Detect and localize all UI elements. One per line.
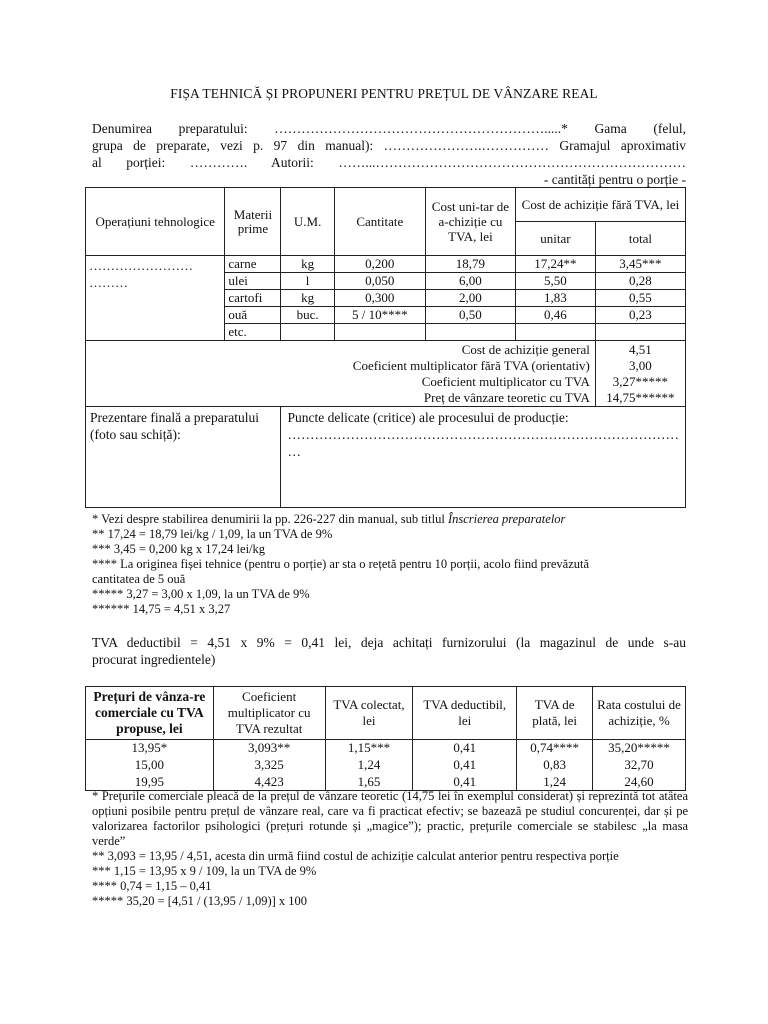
italic-title: Înscrierea preparatelor: [447, 512, 566, 526]
material: cartofi: [225, 290, 281, 307]
summary-label: Coeficient multiplicator fără TVA (orientativ): [352, 357, 590, 373]
header-unitar: unitar: [515, 222, 595, 256]
header-cost-rate: Rata costului de achiziție, %: [593, 687, 686, 740]
header-tva-deductible: TVA deductibil, lei: [413, 687, 517, 740]
critical-dots: …: [287, 444, 301, 459]
quantity: 0,200: [334, 256, 425, 273]
footnote: *** 1,15 = 13,95 x 9 / 109, la un TVA de 9%: [92, 864, 317, 878]
header-unit-cost: Cost uni-tar de a-chiziție cu TVA, lei: [425, 188, 515, 256]
header-prices: Prețuri de vânza-re comerciale cu TVA propuse, lei: [86, 687, 214, 740]
footnote: ** 3,093 = 13,95 / 4,51, acesta din urmă fiind costul de achiziție calculat anterior pentru respectiva porție: [92, 849, 619, 863]
cost-total: 3,45***: [595, 256, 685, 273]
coef: 3,325: [213, 757, 325, 774]
presentation-cell: Prezentare finală a preparatului (foto sau schiță):: [86, 407, 281, 508]
footnote: *** 3,45 = 0,200 kg x 17,24 lei/kg: [92, 542, 266, 556]
footnotes-1: * Vezi despre stabilirea denumirii la pp. 226-227 din manual, sub titlul Înscrierea preparatelor ** 17,24 = 18,79 lei/kg / 1,09, la un TVA de 9% *** 3,45 = 0,200 kg x 17,24 lei/kg **** La originea fișei tehnice (pentru o porție) ar sta o rețetă pentru 10 porții, acolo fiind prevăzută cantitatea de 5 ouă ***** 3,27 = 3,00 x 1,09, la un TVA de 9% ****** 14,75 = 4,51 x 3,27: [92, 512, 688, 617]
um: l: [281, 273, 334, 290]
footnote: **** 0,74 = 1,15 – 0,41: [92, 879, 212, 893]
footnote: * Prețurile comerciale pleacă de la prețul de vânzare teoretic (14,75 lei în exemplul considerat) și reprezintă tot atâtea opțiuni posibile pentru prețul de vânzare real, care va fi practicat efectiv; se bazează pe studiul concurenței, dar și pe valorizarea factorilor psihologici (prețuri rotunde și „magice”); practic, prețurile comerciale se stabilesc „la masa verde”: [92, 789, 688, 848]
cost-total: 0,23: [595, 307, 685, 324]
cost-unitar: 1,83: [515, 290, 595, 307]
cost-unitar: 17,24**: [515, 256, 595, 273]
summary-label: Coeficient multiplicator cu TVA: [421, 373, 590, 389]
intro-line-3: al porției: …………. Autorii: ……...……………………………………………………………: [92, 155, 686, 170]
quantity: 5 / 10****: [334, 307, 425, 324]
header-materials: Materii prime: [225, 188, 281, 256]
tva-deductible: 0,41: [413, 757, 517, 774]
cost-rate: 35,20*****: [593, 740, 686, 757]
tva-payable: 1,24: [517, 774, 593, 791]
operations-cell: …………………… ………: [86, 256, 225, 341]
um: buc.: [281, 307, 334, 324]
technical-sheet-table: [85, 187, 686, 508]
unit-cost: [425, 324, 515, 341]
um: kg: [281, 290, 334, 307]
footnotes-2: [92, 789, 688, 909]
critical-points-cell: [281, 407, 686, 508]
um: [281, 324, 334, 341]
cost-unitar: [515, 324, 595, 341]
footnote: ****** 14,75 = 4,51 x 3,27: [92, 602, 231, 616]
material: ouă: [225, 307, 281, 324]
price: 15,00: [86, 757, 214, 774]
footnote: ** 17,24 = 18,79 lei/kg / 1,09, la un TVA de 9%: [92, 527, 333, 541]
tva-deductible-text: TVA deductibil = 4,51 x 9% = 0,41 lei, deja achitați furnizorului (la magazinul de unde s-au procurat ingredientele): [92, 635, 686, 667]
cost-rate: 32,70: [593, 757, 686, 774]
cost-total: [595, 324, 685, 341]
intro-line-1: Denumirea preparatului: …………………………………………………….....* Gama (felul,: [92, 121, 686, 136]
price: 19,95: [86, 774, 214, 791]
header-operations: Operațiuni tehnologice: [86, 188, 225, 256]
material: carne: [225, 256, 281, 273]
coef: 3,093**: [213, 740, 325, 757]
summary-value: 3,00: [629, 357, 652, 373]
summary-label: Cost de achiziție general: [461, 341, 590, 357]
header-total: total: [595, 222, 685, 256]
summary-labels: [86, 341, 596, 407]
portion-note: - cantități pentru o porție -: [543, 172, 686, 187]
footnote: ***** 35,20 = [4,51 / (13,95 / 1,09)] x 100: [92, 894, 308, 908]
intro-line-2: grupa de preparate, vezi p. 97 din manual): ………………….…………… Gramajul aproximativ: [92, 138, 686, 153]
tva-deductible: 0,41: [413, 774, 517, 791]
summary-values: [595, 341, 685, 407]
unit-cost: 6,00: [425, 273, 515, 290]
unit-cost: 2,00: [425, 290, 515, 307]
cost-rate: 24,60: [593, 774, 686, 791]
unit-cost: 0,50: [425, 307, 515, 324]
cost-unitar: 5,50: [515, 273, 595, 290]
header-coef: Coeficient multiplicator cu TVA rezultat: [213, 687, 325, 740]
tva-collected: 1,15***: [325, 740, 413, 757]
critical-dots: ……………………………………………………………………………: [287, 427, 679, 442]
quantity: [334, 324, 425, 341]
price: 13,95*: [86, 740, 214, 757]
cost-unitar: 0,46: [515, 307, 595, 324]
header-quantity: Cantitate: [334, 188, 425, 256]
summary-value: 14,75******: [606, 389, 675, 405]
summary-label: Preț de vânzare teoretic cu TVA: [423, 389, 590, 405]
quantity: 0,050: [334, 273, 425, 290]
intro-text: [92, 120, 686, 188]
quantity: 0,300: [334, 290, 425, 307]
tva-deductible: 0,41: [413, 740, 517, 757]
header-um: U.M.: [281, 188, 334, 256]
header-tva-collected: TVA colectat, lei: [325, 687, 413, 740]
summary-value: 3,27*****: [612, 373, 669, 389]
prices-table: [85, 686, 686, 791]
coef: 4,423: [213, 774, 325, 791]
cost-total: 0,55: [595, 290, 685, 307]
header-acq-cost: Cost de achiziție fără TVA, lei: [515, 188, 685, 222]
summary-value: 4,51: [629, 341, 652, 357]
cost-total: 0,28: [595, 273, 685, 290]
critical-label: Puncte delicate (critice) ale procesului de producție:: [287, 410, 569, 425]
header-tva-payable: TVA de plată, lei: [517, 687, 593, 740]
um: kg: [281, 256, 334, 273]
unit-cost: 18,79: [425, 256, 515, 273]
footnote: **** La originea fișei tehnice (pentru o porție) ar sta o rețetă pentru 10 porții, acolo fiind prevăzută: [92, 557, 590, 571]
tva-payable: 0,74****: [517, 740, 593, 757]
tva-collected: 1,65: [325, 774, 413, 791]
material: etc.: [225, 324, 281, 341]
tva-collected: 1,24: [325, 757, 413, 774]
footnote: ***** 3,27 = 3,00 x 1,09, la un TVA de 9%: [92, 587, 310, 601]
page-title: FIȘA TEHNICĂ ȘI PROPUNERI PENTRU PREȚUL DE VÂNZARE REAL: [170, 86, 598, 101]
material: ulei: [225, 273, 281, 290]
tva-payable: 0,83: [517, 757, 593, 774]
footnote: cantitatea de 5 ouă: [92, 572, 186, 586]
